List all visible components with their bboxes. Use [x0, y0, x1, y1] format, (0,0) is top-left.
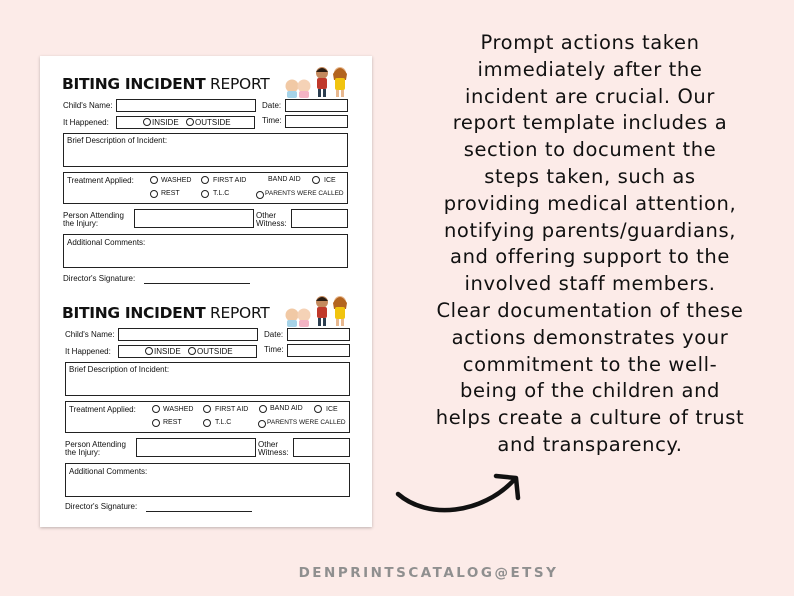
inside-label: INSIDE	[152, 118, 179, 127]
description-line: section to document the	[463, 138, 717, 162]
description-line: immediately after the	[477, 57, 703, 81]
the-injury-label: the Injury:	[63, 219, 99, 228]
printable-sheet-preview	[40, 56, 372, 527]
treatment-label: Treatment Applied:	[69, 405, 136, 414]
washed-label: WASHED	[161, 177, 192, 184]
tlc-radio[interactable]	[203, 419, 211, 427]
washed-radio[interactable]	[150, 176, 158, 184]
curved-arrow-icon	[392, 468, 532, 518]
rest-radio[interactable]	[150, 190, 158, 198]
description-line: steps taken, such as	[484, 164, 696, 188]
first-aid-radio[interactable]	[203, 405, 211, 413]
signature-line[interactable]	[144, 283, 250, 284]
time-label: Time:	[262, 116, 282, 125]
date-field[interactable]	[285, 99, 348, 112]
form-title: BITING INCIDENT REPORT	[62, 75, 270, 93]
children-illustration-icon	[284, 62, 352, 98]
inside-label: INSIDE	[154, 347, 181, 356]
description-line: Clear documentation of these	[436, 298, 744, 322]
person-attending-label: Person Attending	[63, 211, 124, 220]
childs-name-label: Child's Name:	[63, 101, 113, 110]
outside-label: OUTSIDE	[197, 347, 233, 356]
washed-label: WASHED	[163, 406, 194, 413]
it-happened-label: It Happened:	[63, 118, 109, 127]
washed-radio[interactable]	[152, 405, 160, 413]
it-happened-label: It Happened:	[65, 347, 111, 356]
description-line: being of the children and	[459, 379, 721, 403]
tlc-radio[interactable]	[201, 190, 209, 198]
parents-called-radio[interactable]	[256, 191, 264, 199]
date-label: Date:	[264, 330, 284, 339]
description-line: notifying parents/guardians,	[443, 218, 737, 242]
ice-radio[interactable]	[314, 405, 322, 413]
description-line: actions demonstrates your	[451, 325, 729, 349]
person-attending-field[interactable]	[136, 438, 256, 457]
description-line: incident are crucial. Our	[465, 84, 715, 108]
time-field[interactable]	[287, 344, 350, 357]
band-aid-label: BAND AID	[270, 405, 303, 412]
other-label: Other	[256, 211, 277, 220]
incident-report-form-1	[40, 56, 372, 286]
ice-radio[interactable]	[312, 176, 320, 184]
description-copy	[412, 30, 768, 459]
tlc-label: T.L.C	[213, 190, 230, 197]
outside-radio[interactable]	[188, 347, 196, 355]
childs-name-field[interactable]	[118, 328, 258, 341]
childs-name-label: Child's Name:	[65, 330, 115, 339]
tlc-label: T.L.C	[215, 419, 232, 426]
children-illustration-icon	[284, 291, 352, 327]
outside-label: OUTSIDE	[195, 118, 231, 127]
ice-label: ICE	[324, 177, 336, 184]
description-line: helps create a culture of trust	[435, 406, 745, 430]
description-line: and transparency.	[497, 432, 683, 456]
witness-label: Witness:	[258, 448, 289, 457]
parents-called-radio[interactable]	[258, 420, 266, 428]
description-line: Prompt actions taken	[480, 31, 700, 54]
directors-signature-label: Director's Signature:	[65, 502, 138, 511]
the-injury-label: the Injury:	[65, 448, 101, 457]
description-line: involved staff members.	[464, 272, 716, 296]
rest-label: REST	[161, 190, 180, 197]
time-label: Time:	[264, 345, 284, 354]
witness-field[interactable]	[291, 209, 348, 228]
description-line: commitment to the well-	[462, 352, 718, 376]
directors-signature-label: Director's Signature:	[63, 274, 136, 283]
description-label: Brief Description of Incident:	[67, 136, 168, 145]
first-aid-label: FIRST AID	[215, 406, 249, 413]
parents-called-label: PARENTS WERE CALLED	[267, 419, 346, 426]
date-label: Date:	[262, 101, 282, 110]
date-field[interactable]	[287, 328, 350, 341]
other-label: Other	[258, 440, 279, 449]
signature-line[interactable]	[146, 511, 252, 512]
incident-report-form-2	[40, 285, 372, 515]
description-line: and offering support to the	[450, 245, 730, 269]
time-field[interactable]	[285, 115, 348, 128]
witness-label: Witness:	[256, 219, 287, 228]
inside-radio[interactable]	[145, 347, 153, 355]
band-aid-radio[interactable]	[259, 405, 267, 413]
first-aid-label: FIRST AID	[213, 177, 247, 184]
description-label: Brief Description of Incident:	[69, 365, 170, 374]
rest-label: REST	[163, 419, 182, 426]
first-aid-radio[interactable]	[201, 176, 209, 184]
person-attending-label: Person Attending	[65, 440, 126, 449]
inside-radio[interactable]	[143, 118, 151, 126]
witness-field[interactable]	[293, 438, 350, 457]
shop-footer: DENPRINTSCATALOG@ETSY	[298, 565, 559, 581]
description-line: report template includes a	[452, 111, 728, 135]
person-attending-field[interactable]	[134, 209, 254, 228]
rest-radio[interactable]	[152, 419, 160, 427]
parents-called-label: PARENTS WERE CALLED	[265, 190, 344, 197]
treatment-label: Treatment Applied:	[67, 176, 134, 185]
outside-radio[interactable]	[186, 118, 194, 126]
additional-comments-label: Additional Comments:	[69, 467, 148, 476]
description-line: providing medical attention,	[443, 191, 737, 215]
additional-comments-label: Additional Comments:	[67, 238, 146, 247]
childs-name-field[interactable]	[116, 99, 256, 112]
band-aid-label: BAND AID	[268, 176, 301, 183]
form-title: BITING INCIDENT REPORT	[62, 304, 270, 322]
ice-label: ICE	[326, 406, 338, 413]
